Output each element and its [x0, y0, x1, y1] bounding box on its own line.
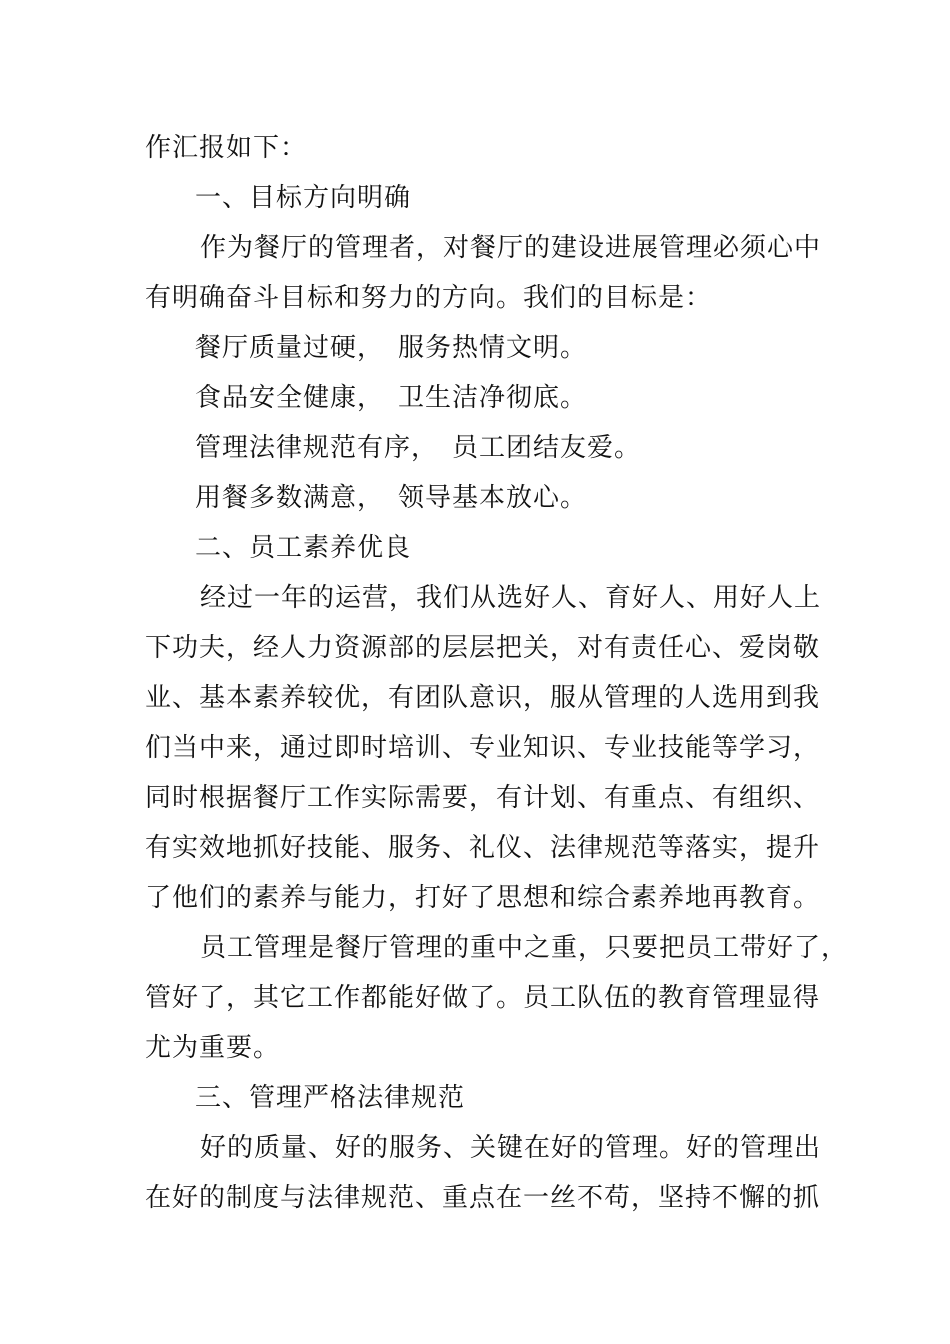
- goal-item: 食品安全健康， 卫生洁净彻底。: [195, 383, 588, 413]
- paragraph-line: 经过一年的运营，我们从选好人、育好人、用好人上: [200, 583, 822, 613]
- goal-item: 餐厅质量过硬， 服务热情文明。: [195, 333, 588, 363]
- paragraph-line: 作为餐厅的管理者，对餐厅的建设进展管理必须心中: [200, 233, 822, 263]
- paragraph-line: 下功夫，经人力资源部的层层把关，对有责任心、爱岗敬: [145, 633, 821, 663]
- paragraph-line: 们当中来，通过即时培训、专业知识、专业技能等学习，: [145, 733, 821, 763]
- paragraph-line: 有明确奋斗目标和努力的方向。我们的目标是：: [145, 283, 713, 313]
- section-heading: 一、目标方向明确: [195, 183, 412, 213]
- text-line: 作汇报如下：: [145, 133, 308, 163]
- paragraph-line: 有实效地抓好技能、服务、礼仪、法律规范等落实，提升: [145, 833, 821, 863]
- section-heading: 二、员工素养优良: [195, 533, 412, 563]
- paragraph-line: 在好的制度与法律规范、重点在一丝不苟，坚持不懈的抓: [145, 1183, 821, 1213]
- paragraph-line: 同时根据餐厅工作实际需要，有计划、有重点、有组织、: [145, 783, 821, 813]
- goal-item: 用餐多数满意， 领导基本放心。: [195, 483, 588, 513]
- goal-item: 管理法律规范有序， 员工团结友爱。: [195, 433, 642, 463]
- paragraph-line: 好的质量、好的服务、关键在好的管理。好的管理出: [200, 1133, 822, 1163]
- paragraph-line: 尤为重要。: [145, 1033, 281, 1063]
- paragraph-line: 员工管理是餐厅管理的重中之重，只要把员工带好了，: [200, 933, 849, 963]
- paragraph-line: 业、基本素养较优，有团队意识，服从管理的人选用到我: [145, 683, 821, 713]
- paragraph-line: 了他们的素养与能力，打好了思想和综合素养地再教育。: [145, 883, 821, 913]
- section-heading: 三、管理严格法律规范: [195, 1083, 466, 1113]
- paragraph-line: 管好了，其它工作都能好做了。员工队伍的教育管理显得: [145, 983, 821, 1013]
